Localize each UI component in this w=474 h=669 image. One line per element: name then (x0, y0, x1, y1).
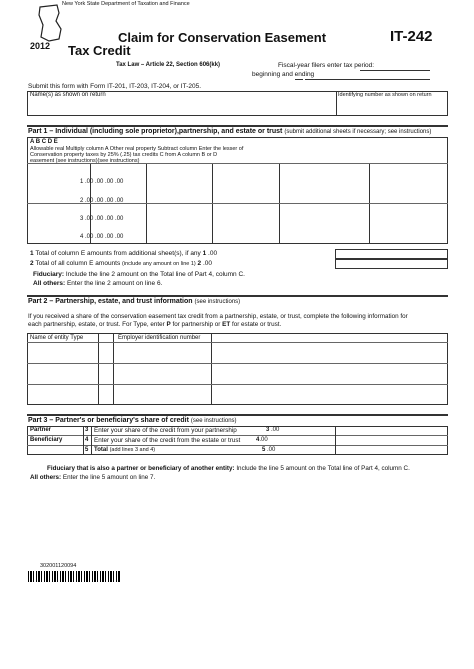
intro-et: ET (222, 321, 231, 328)
part1-column-desc-1: Allowable real Multiply column A Other real property Subtract column Enter the lesser of (30, 146, 244, 152)
line-2 (30, 260, 212, 268)
line-4-text: Enter your share of the credit from the estate or trust (94, 437, 241, 444)
row-number: 3 (80, 216, 84, 222)
fiscal-period-input[interactable] (360, 70, 430, 71)
name-input[interactable] (30, 100, 334, 114)
part1-row-1 (80, 179, 123, 186)
part2-row-c[interactable] (28, 385, 447, 404)
line-1-text: Total of column E amounts from additional sheet(s), if any (35, 250, 201, 257)
form-title-line2: Tax Credit (68, 43, 131, 58)
row-number: 1 (80, 179, 84, 185)
intro-p: P (166, 321, 171, 328)
line-5-cents: .00 (267, 447, 276, 453)
fiscal-year-note: Fiscal-year filers enter tax period: (278, 62, 375, 69)
line-5-ref-number: 5 (262, 447, 266, 453)
line-2-note: (include any amount on line 1) (122, 261, 196, 267)
part1-column-desc-2: Conservation property taxes by 25% (.25) tax credits C from A column B or D (30, 152, 218, 158)
line-1-input[interactable] (335, 249, 448, 259)
part1-heading (28, 128, 431, 136)
line-2-ref: 2 (197, 260, 202, 267)
part1-heading-note: (submit additional sheets if necessary; see instructions) (284, 129, 432, 135)
part3-heading (28, 417, 237, 425)
line-5-number: 5 (85, 447, 89, 453)
line-1 (30, 250, 217, 257)
identifying-number-input[interactable] (338, 100, 446, 114)
line-3-ref-number: 3 (266, 427, 270, 433)
part1-row-3 (80, 216, 123, 223)
part2-row-a[interactable] (28, 343, 447, 362)
intro-text-c: for estate or trust. (231, 321, 282, 328)
part3-fiduciary-note (47, 465, 410, 472)
part3-fiduciary-text: Include the line 5 amount on the Total line of Part 4, column C. (236, 465, 410, 472)
part2-heading-note: (see instructions) (194, 299, 241, 305)
line-2-number: 2 (30, 260, 34, 267)
line-1-ref: 1 (202, 250, 207, 257)
line-4-ref-number: 4 (256, 437, 260, 443)
line-5-label (94, 447, 155, 454)
line-2-input[interactable] (335, 259, 448, 269)
part2-intro-1: If you received a share of the conservation easement tax credit from a partnership, estate, or trust, complete the following information for (28, 313, 408, 320)
part1-column-desc-3: easement (see instructions)(see instructions) (30, 158, 140, 164)
part1-column-letters: A B C D E (30, 139, 58, 145)
all-others-text: Enter the line 2 amount on line 6. (66, 280, 163, 287)
department-name: New York State Department of Taxation and Finance (62, 1, 190, 7)
line-3-input[interactable] (336, 427, 447, 435)
line-3-cents: .00 (271, 427, 280, 433)
line-5-input[interactable] (336, 446, 447, 454)
line-3-number: 3 (85, 427, 89, 433)
fiduciary-label: Fiduciary: (33, 271, 65, 278)
nys-seal-icon (37, 3, 63, 43)
line-4-cents: .00 (259, 437, 268, 443)
part1-row-2 (80, 198, 123, 205)
part2-row-b[interactable] (28, 364, 447, 383)
part3-heading-note: (see instructions) (190, 418, 237, 424)
row-number: 2 (80, 198, 84, 204)
total-label: Total (94, 447, 108, 453)
part3-all-others-label: All others: (30, 474, 62, 481)
form-title: Claim for Conservation Easement (118, 30, 327, 45)
beginning-ending-label: beginning and ending (252, 71, 315, 78)
beneficiary-label: Beneficiary (30, 437, 63, 443)
line-5-ref (262, 447, 275, 454)
barcode (28, 571, 120, 582)
part2-heading (28, 298, 240, 306)
part2-col-ein: Employer identification number (118, 335, 201, 341)
tax-year: 2012 (30, 41, 51, 51)
line-1-number: 1 (30, 250, 34, 257)
part2-intro-2 (28, 321, 281, 328)
line-2-cents: .00 (202, 260, 213, 267)
part2-col-name: Name of entity Type (30, 335, 84, 341)
line-4-number: 4 (85, 437, 89, 443)
all-others-label: All others: (33, 280, 66, 287)
fiscal-period-end-input[interactable] (305, 79, 430, 80)
part2-heading-text: Part 2 – Partnership, estate, and trust information (28, 298, 193, 305)
submit-note: Submit this form with Form IT-201, IT-203, IT-204, or IT-205. (28, 83, 202, 90)
row-number: 4 (80, 234, 84, 240)
fiduciary-text: Include the line 2 amount on the Total line of Part 4, column C. (65, 271, 245, 278)
row-values: .00 .00 .00 .00 (85, 179, 124, 185)
part3-all-others-text: Enter the line 5 amount on line 7. (62, 474, 156, 481)
line-3-text: Enter your share of the credit from your partnership (94, 427, 237, 434)
part3-fiduciary-bold: Fiduciary that is also a partner or beneficiary of another entity: (47, 465, 235, 472)
line-3-ref (266, 427, 279, 434)
partner-label: Partner (30, 427, 52, 433)
intro-text-b: for partnership or (172, 321, 221, 328)
part1-row-4 (80, 234, 123, 241)
line-2-text: Total of all column E amounts (35, 260, 121, 267)
line-4-ref (256, 437, 268, 444)
part1-heading-text: Part 1 – Individual (including sole proprietor),partnership, and estate or trust (28, 128, 283, 135)
line-1-cents: .00 (208, 250, 218, 257)
part1-all-others-note (33, 280, 162, 287)
barcode-number: 302001120094 (40, 563, 77, 569)
name-label: Name(s) as shown on return (30, 92, 106, 98)
form-id: IT-242 (390, 28, 433, 45)
part3-heading-text: Part 3 – Partner's or beneficiary's share of credit (28, 417, 189, 424)
law-reference: Tax Law – Article 22, Section 606(kk) (116, 62, 221, 68)
identifying-number-label: Identifying number as shown on return (338, 92, 432, 98)
row-values: .00 .00 .00 .00 (85, 198, 124, 204)
row-values: .00 .00 .00 .00 (85, 216, 124, 222)
row-values: .00 .00 .00 .00 (85, 234, 124, 240)
total-note: (add lines 3 and 4) (109, 447, 156, 453)
line-4-input[interactable] (336, 436, 447, 445)
part3-all-others-note (30, 474, 155, 481)
intro-text-a: each partnership, estate, or trust. For Type, enter (28, 321, 165, 328)
part1-fiduciary-note (33, 271, 245, 278)
